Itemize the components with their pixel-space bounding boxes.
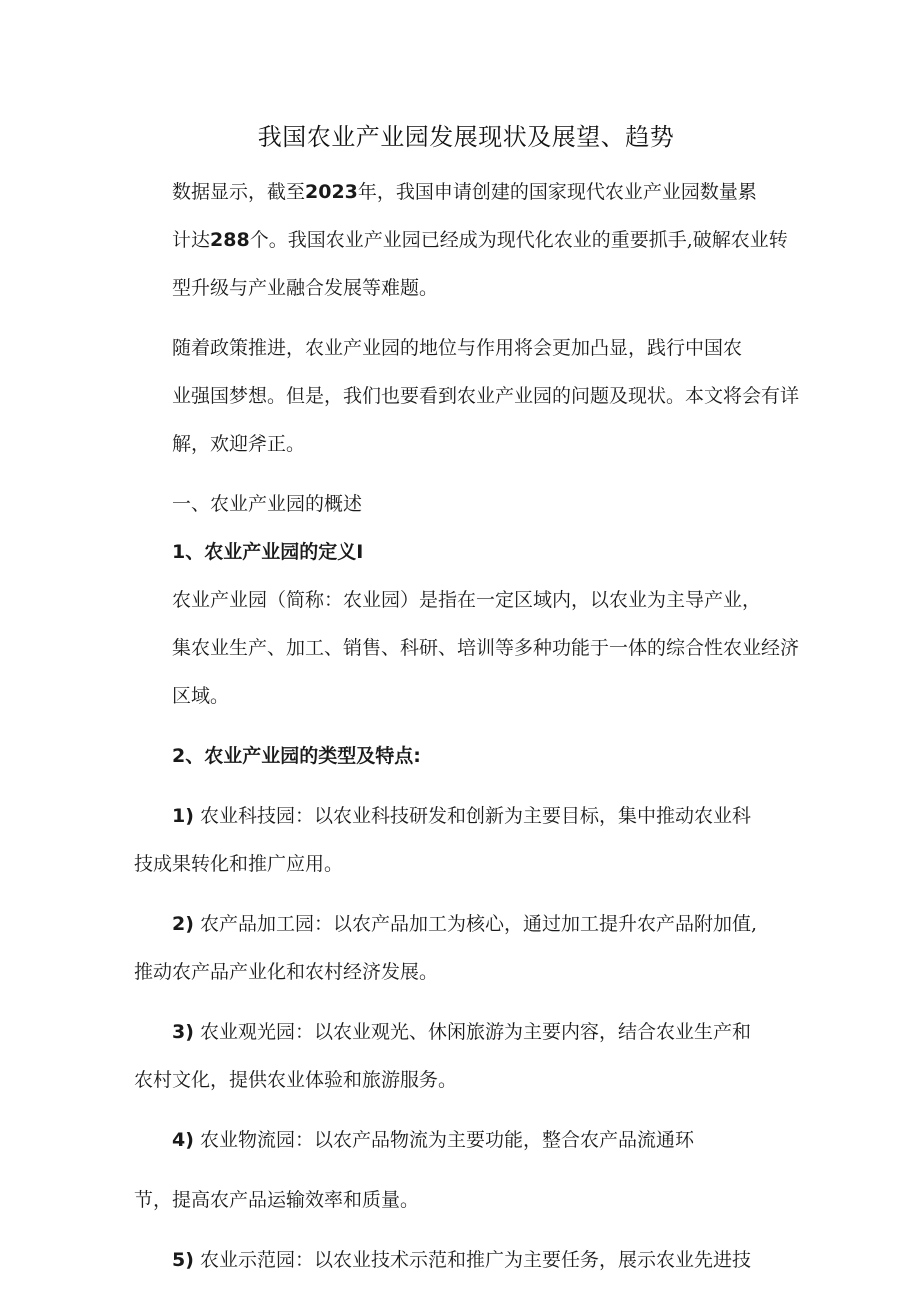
list-item xyxy=(134,900,798,996)
text-run: 个。我国农业产业园已经成为现代化农业的重要抓手,破解农业转 xyxy=(249,229,788,251)
intro-paragraph-1 xyxy=(134,168,798,312)
item-text: 农业物流园：以农产品物流为主要功能，整合农产品流通环 xyxy=(199,1129,694,1151)
list-item-line-1 xyxy=(134,1116,798,1164)
item-text: 农业科技园：以农业科技研发和创新为主要目标，集中推动农业科 xyxy=(199,805,751,827)
item-text: 农产品加工园：以农产品加工为核心，通过加工提升农产品附加值, xyxy=(199,913,757,935)
definition-line-2: 集农业生产、加工、销售、科研、培训等多种功能于一体的综合性农业经济 xyxy=(172,637,800,659)
item-number: 4) xyxy=(172,1129,194,1151)
intro-p1-line-3: 型升级与产业融合发展等难题。 xyxy=(172,277,439,299)
definition-line-1: 农业产业园（简称：农业园）是指在一定区域内，以农业为主导产业， xyxy=(172,589,762,611)
count-value: 288 xyxy=(210,229,250,251)
list-item-line-1 xyxy=(134,1236,798,1284)
subsection-heading-definition: 1、农业产业园的定义I xyxy=(172,541,364,563)
item-text: 农业示范园：以农业技术示范和推广为主要任务，展示农业先进技 xyxy=(199,1249,751,1271)
list-item-line-2: 推动农产品产业化和农村经济发展。 xyxy=(134,961,439,983)
subsection-heading-types: 2、农业产业园的类型及特点: xyxy=(172,745,421,767)
document-title: 我国农业产业园发展现状及展望、趋势 xyxy=(257,123,675,151)
text-run: 年，我国申请创建的国家现代农业产业园数量累 xyxy=(357,181,757,203)
intro-p2-line-1: 随着政策推进，农业产业园的地位与作用将会更加凸显，践行中国农 xyxy=(172,337,743,359)
intro-p2-line-3: 解，欢迎斧正。 xyxy=(172,433,306,455)
list-item-line-2: 技成果转化和推广应用。 xyxy=(134,853,344,875)
list-item xyxy=(134,1236,798,1284)
year-value: 2023 xyxy=(305,181,358,203)
list-item-line-2: 节，提高农产品运输效率和质量。 xyxy=(134,1189,420,1211)
item-number: 2) xyxy=(172,913,194,935)
item-text: 农业观光园：以农业观光、休闲旅游为主要内容，结合农业生产和 xyxy=(199,1021,751,1043)
item-number: 5) xyxy=(172,1249,194,1271)
text-run: 计达 xyxy=(172,229,211,251)
list-item xyxy=(134,792,798,888)
list-item-line-1 xyxy=(134,1008,798,1056)
definition-line-3: 区域。 xyxy=(172,685,230,707)
list-item xyxy=(134,1116,798,1224)
intro-p1-line-1 xyxy=(134,168,798,216)
item-number: 3) xyxy=(172,1021,194,1043)
intro-p1-line-2 xyxy=(134,216,798,264)
text-run: 数据显示，截至 xyxy=(172,181,306,203)
list-item xyxy=(134,1008,798,1104)
definition-paragraph xyxy=(134,576,798,720)
list-item-line-1 xyxy=(134,792,798,840)
list-item-line-2: 农村文化，提供农业体验和旅游服务。 xyxy=(134,1069,458,1091)
item-number: 1) xyxy=(172,805,194,827)
intro-p2-line-2: 业强国梦想。但是，我们也要看到农业产业园的问题及现状。本文将会有详 xyxy=(172,385,800,407)
section-heading: 一、农业产业园的概述 xyxy=(172,493,363,515)
document-content xyxy=(134,112,798,1284)
list-item-line-1 xyxy=(134,900,798,948)
intro-paragraph-2 xyxy=(134,324,798,468)
